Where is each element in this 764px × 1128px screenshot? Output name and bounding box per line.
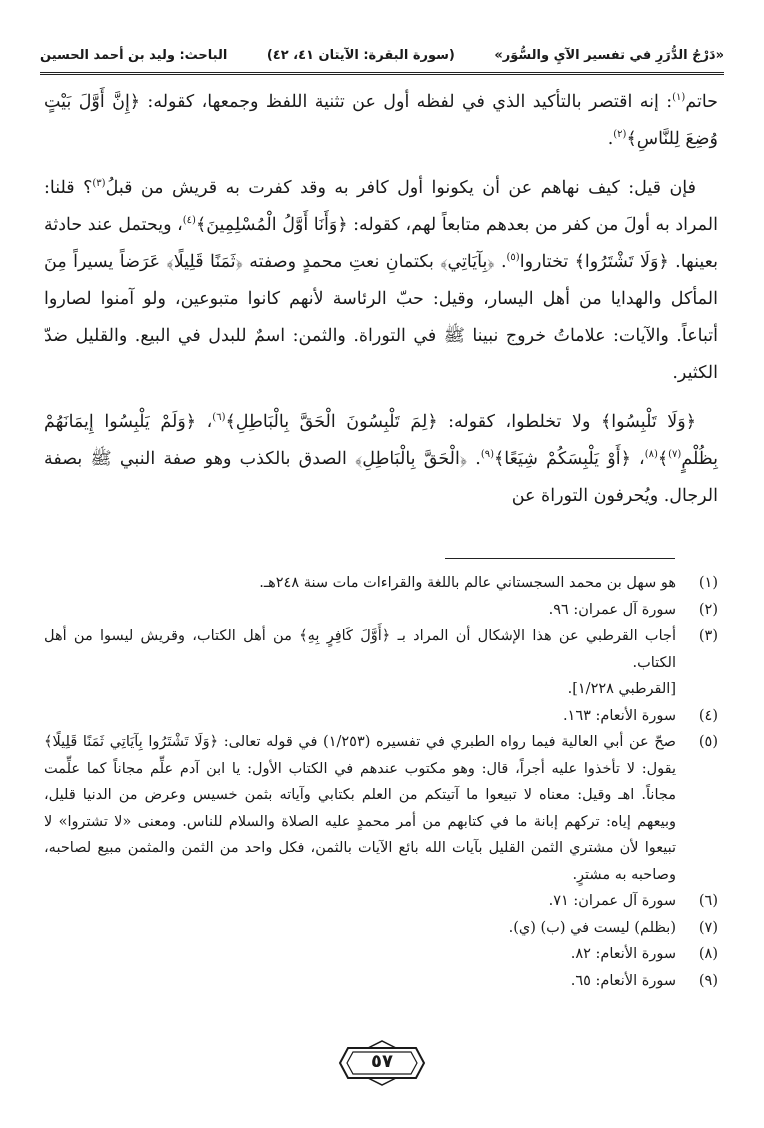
footnote-text: سورة آل عمران: ٩٦. <box>548 601 676 618</box>
paragraph-1: حاتم$^{(١)}$: إنه اقتصر بالتأكيد الذي في لفظه أول عن تثنية اللفظ وجمعها، كقوله: ﴿إِنَّ أَوَّلَ بَيْتٍ وُضِعَ لِلنَّاسِ﴾$^{(٢)}$. <box>44 92 718 149</box>
footnote-separator <box>445 558 675 559</box>
page-number-value: ٥٧ <box>371 1051 393 1072</box>
book-title: «دَرْجُ الدُّرَرِ في تفسير الآيِ والسُّوَر» <box>494 47 724 63</box>
section-reference: (سورة البقرة: الآيتان ٤١، ٤٢) <box>266 47 455 63</box>
footnote-text: سورة الأنعام: ٨٢. <box>570 946 676 962</box>
footnote-text: سورة الأنعام: ٦٥. <box>570 972 676 989</box>
footnote-item <box>44 623 718 703</box>
footnote-number: (١) <box>698 575 718 591</box>
footnote-text: (بظلم) ليست في (ب) (ي). <box>508 919 676 936</box>
footnote-item <box>44 703 718 730</box>
footnote-ref-5: (٥) <box>506 252 520 264</box>
footnote-number: (٤) <box>698 707 718 724</box>
footnote-number: (٢) <box>698 601 718 618</box>
footnote-item <box>44 570 718 597</box>
footnote-number: (٧) <box>698 919 718 936</box>
running-header <box>40 38 724 75</box>
footnote-ref-9: (٩) <box>480 449 494 461</box>
footnote-number: (٥) <box>698 734 718 750</box>
page-number <box>338 1040 426 1086</box>
footnote-number: (٣) <box>698 628 718 644</box>
footnote-ref-1: (١) <box>672 92 686 104</box>
footnote-ref-7: (٧) <box>668 449 682 461</box>
footnote-ref-4: (٤) <box>182 215 196 227</box>
footnote-ref-3: (٣) <box>92 178 106 190</box>
researcher-name: الباحث: وليد بن أحمد الحسين <box>40 47 228 63</box>
footnote-item <box>44 915 718 942</box>
footnote-item <box>44 968 718 995</box>
footnote-item <box>44 888 718 915</box>
footnote-item <box>44 729 718 888</box>
footnote-ref-8: (٨) <box>644 449 658 461</box>
footnote-text: سورة آل عمران: ٧١. <box>548 893 676 909</box>
footnote-ref-2: (٢) <box>613 129 627 141</box>
footnote-text: سورة الأنعام: ١٦٣. <box>562 707 676 724</box>
footnote-number: (٦) <box>698 893 718 909</box>
paragraph-3: ﴿وَلَا تَلْبِسُوا﴾ ولا تخلطوا، كقوله: ﴿لِمَ تَلْبِسُونَ الْحَقَّ بِالْبَاطِلِ﴾$^{(٦)}$، ﴿وَلَمْ يَلْبِسُوا إِيمَانَهُمْ بِظُلْمٍ$^{(٧)}$﴾$^{(٨)}$، ﴿أَوْ يَلْبِسَكُمْ شِيَعًا﴾$^{(٩)}$. ﴿الْحَقَّ بِالْبَاطِلِ﴾ الصدق بالكذب وهو صفة النبي ﷺ بصفة الرجال. ويُحرفون التوراة عن <box>44 412 718 506</box>
main-text <box>44 84 718 527</box>
footnote-item <box>44 941 718 968</box>
footnote-number: (٩) <box>698 972 718 989</box>
footnotes <box>44 570 718 994</box>
footnote-ref-6: (٦) <box>212 412 226 424</box>
footnote-item <box>44 597 718 624</box>
footnote-text: صحّ عن أبي العالية فيما رواه الطبري في تفسيره (١/٢٥٣) في قوله تعالى: ﴿وَلَا تَشْتَرُوا بِآيَاتِي ثَمَنًا قَلِيلًا﴾ يقول: لا تأخذوا عليه أجراً، قال: وهو مكتوب عندهم في الكتاب الأول: يا ابن آدم علِّم مجاناً كما علِّمت مجاناً. اهـ وقيل: معناه لا تبيعوا ما آتيتكم من العلم بكتابي وآياته بثمن خسيس وعرض من الدنيا قليل، وبيعهم إياه: تركهم إبانة ما في كتابهم من أمر محمدٍ عليه الصلاة والسلام للناس. ومعنى «لا تشتروا» لا تبيعوا لأن مشتري الثمن القليل بآيات الله بائع الآيات بالثمن، فكل واحد من الثمن والمثمن مبيع لصاحبه، وصاحبه به مشترٍ. <box>44 734 676 883</box>
footnote-number: (٨) <box>698 946 718 962</box>
footnote-text: هو سهل بن محمد السجستاني عالم باللغة والقراءات مات سنة ٢٤٨هـ. <box>259 575 676 591</box>
paragraph-2: فإن قيل: كيف نهاهم عن أن يكونوا أول كافر به وقد كفرت به قريش من قبلُ$^{(٣)}$؟ قلنا: المراد به أولَ من كفر من بعدهم متابعاً لهم، كقوله: ﴿وَأَنَا أَوَّلُ الْمُسْلِمِينَ﴾$^{(٤)}$، ويحتمل عند حادثة بعينها. ﴿وَلَا تَشْتَرُوا﴾ تختاروا$^{(٥)}$. ﴿بِآيَاتِي﴾ بكتمانِ نعتِ محمدٍ وصفته ﴿ثَمَنًا قَلِيلًا﴾ عَرَضاً يسيراً مِنَ المأكل والهدايا من أهل اليسار، وقيل: حبّ الرئاسة لأنهم كانوا متبوعين، ولو آمنوا لصاروا أتباعاً. والآيات: علاماتُ خروج نبينا ﷺ في التوراة. والثمن: اسمٌ للبدل في البيع. والقليل ضدّ الكثير. <box>44 178 718 383</box>
footnote-text: أجاب القرطبي عن هذا الإشكال أن المراد بـ ﴿أَوَّلَ كَافِرٍ بِهِ﴾ من أهل الكتاب، وقريش ليسوا من أهل الكتاب. [القرطبي ١/٢٢٨]. <box>44 628 676 697</box>
